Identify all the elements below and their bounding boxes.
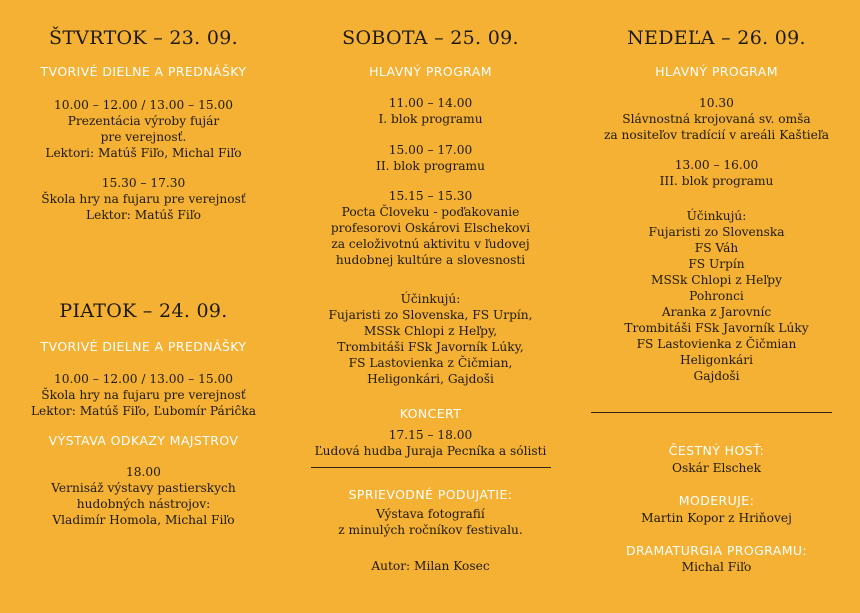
- text-line: pre verejnosť.: [100, 130, 187, 144]
- sunday-guest: Oskár Elschek: [672, 461, 761, 475]
- text-line: Lektori: Matúš Fiľo, Michal Fiľo: [45, 146, 242, 160]
- text-line: MSSk Chlopi z Heľpy,: [363, 324, 498, 338]
- text-line: za nositeľov tradícií v areáli Kaštieľa: [604, 128, 829, 142]
- sunday-block-1: [573, 95, 860, 143]
- text-line: FS Váh: [694, 241, 739, 255]
- text-line: 15.00 – 17.00: [388, 143, 473, 157]
- text-line: FS Urpín: [688, 257, 745, 271]
- text-line: Účinkujú:: [400, 292, 461, 306]
- friday-block-1: [0, 371, 287, 419]
- thursday-subtitle: TVORIVÉ DIELNE A PREDNÁŠKY: [40, 64, 247, 79]
- text-line: Škola hry na fujaru pre verejnosť: [41, 388, 246, 402]
- text-line: Škola hry na fujaru pre verejnosť: [41, 192, 246, 206]
- saturday-block-1: [287, 95, 574, 127]
- text-line: Trombitáši FSk Javorník Lúky,: [337, 340, 524, 354]
- sunday-block-2: [573, 157, 860, 189]
- text-line: Fujaristi zo Slovenska: [648, 225, 785, 239]
- sunday-host-title: MODERUJE:: [678, 493, 755, 508]
- text-line: Heligonkári: [679, 353, 753, 367]
- text-line: 10.00 – 12.00 / 13.00 – 15.00: [53, 98, 234, 112]
- text-line: 15.15 – 15.30: [388, 189, 473, 203]
- text-line: Ľudová hudba Juraja Pecníka a sólisti: [314, 444, 547, 458]
- friday-title: PIATOK – 24. 09.: [59, 300, 228, 322]
- saturday-author: Autor: Milan Kosec: [371, 559, 490, 573]
- text-line: za celoživotnú aktivitu v ľudovej: [331, 237, 530, 251]
- text-line: 10.00 – 12.00 / 13.00 – 15.00: [53, 372, 234, 386]
- text-line: Vernisáž výstavy pastierskych: [51, 481, 236, 495]
- text-line: Prezentácia výroby fujár: [67, 114, 220, 128]
- sunday-guest-title: ČESTNÝ HOSŤ:: [668, 443, 765, 458]
- sunday-dramaturgy: Michal Fiľo: [681, 560, 752, 574]
- thursday-block-2: [0, 175, 287, 223]
- text-line: Účinkujú:: [686, 209, 747, 223]
- text-line: I. blok programu: [378, 112, 483, 126]
- text-line: Trombitáši FSk Javorník Lúky: [624, 321, 809, 335]
- text-line: Lektor: Matúš Fiľo: [86, 208, 201, 222]
- thursday-block-1: [0, 97, 287, 161]
- friday-subtitle-2: VÝSTAVA ODKAZY MAJSTROV: [48, 433, 239, 448]
- text-line: FS Lastovienka z Čičmian,: [348, 356, 513, 370]
- text-line: Fujaristi zo Slovenska, FS Urpín,: [328, 308, 533, 322]
- saturday-title: SOBOTA – 25. 09.: [342, 27, 519, 49]
- sunday-host: Martin Kopor z Hriňovej: [641, 511, 792, 525]
- text-line: Vladimír Homola, Michal Fiľo: [52, 513, 235, 527]
- text-line: 10.30: [699, 96, 734, 110]
- text-line: MSSk Chlopi z Heľpy: [651, 273, 782, 287]
- text-line: Heligonkári, Gajdoši: [367, 372, 494, 386]
- text-line: Výstava fotografií: [376, 507, 485, 521]
- text-line: 13.00 – 16.00: [674, 158, 759, 172]
- text-line: profesorovi Oskárovi Elschekovi: [330, 221, 531, 235]
- text-line: 11.00 – 14.00: [388, 96, 473, 110]
- saturday-accompanying: [287, 506, 574, 538]
- text-line: hudobných nástrojov:: [76, 497, 211, 511]
- text-line: Gajdoši: [693, 369, 740, 383]
- saturday-accompanying-title: SPRIEVODNÉ PODUJATIE:: [348, 487, 513, 502]
- sunday-performers: [573, 208, 860, 384]
- text-line: Slávnostná krojovaná sv. omša: [622, 112, 811, 126]
- saturday-concert: [287, 427, 574, 459]
- saturday-divider: [311, 467, 551, 468]
- friday-block-2: [0, 464, 287, 528]
- text-line: Aranka z Jarovníc: [661, 305, 772, 319]
- sunday-divider: [591, 412, 832, 413]
- saturday-concert-title: KONCERT: [399, 406, 462, 421]
- text-line: z minulých ročníkov festivalu.: [338, 523, 523, 537]
- text-line: 18.00: [126, 465, 161, 479]
- text-line: III. blok programu: [659, 174, 774, 188]
- sunday-title: NEDEĽA – 26. 09.: [627, 27, 806, 49]
- text-line: 17.15 – 18.00: [388, 428, 473, 442]
- text-line: Pocta Človeku - poďakovanie: [341, 205, 520, 219]
- text-line: FS Lastovienka z Čičmian: [636, 337, 797, 351]
- text-line: hudobnej kultúre a slovesnosti: [335, 253, 526, 267]
- friday-subtitle: TVORIVÉ DIELNE A PREDNÁŠKY: [40, 339, 247, 354]
- text-line: II. blok programu: [376, 159, 485, 173]
- saturday-subtitle: HLAVNÝ PROGRAM: [369, 64, 492, 79]
- sunday-subtitle: HLAVNÝ PROGRAM: [655, 64, 778, 79]
- saturday-block-3: [287, 188, 574, 268]
- saturday-performers: [287, 291, 574, 387]
- text-line: Lektor: Matúš Fiľo, Ľubomír Páriĉka: [30, 404, 257, 418]
- thursday-title: ŠTVRTOK – 23. 09.: [49, 27, 238, 49]
- text-line: 15.30 – 17.30: [101, 176, 186, 190]
- sunday-dramaturgy-title: DRAMATURGIA PROGRAMU:: [625, 543, 808, 558]
- text-line: Pohronci: [689, 289, 744, 303]
- saturday-block-2: [287, 142, 574, 174]
